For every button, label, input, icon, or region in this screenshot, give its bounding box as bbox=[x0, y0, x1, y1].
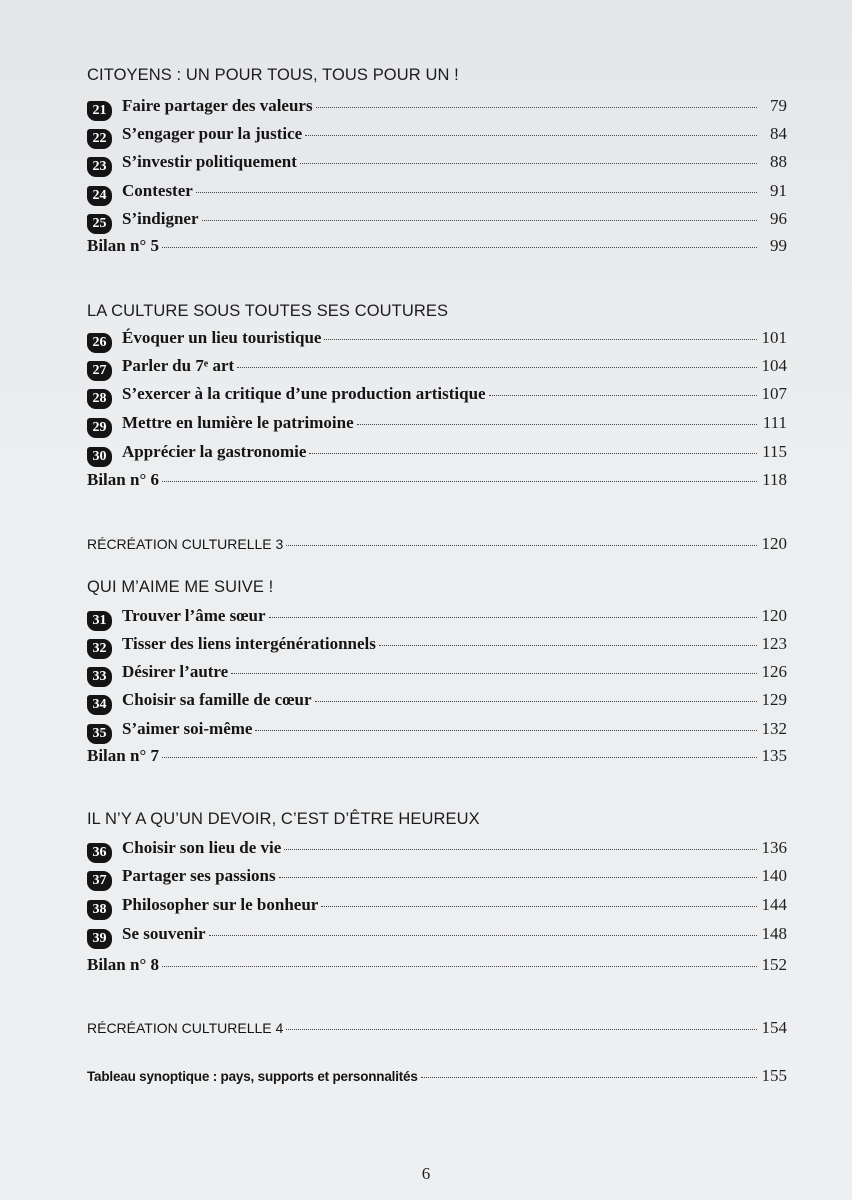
dot-leader bbox=[231, 673, 757, 674]
toc-entry[interactable] bbox=[87, 838, 787, 860]
page-ref: 115 bbox=[762, 442, 787, 461]
entry-label: Évoquer un lieu touristique bbox=[122, 328, 322, 347]
entry-label: Partager ses passions bbox=[122, 866, 276, 885]
entry-label: Apprécier la gastronomie bbox=[122, 442, 307, 461]
toc-bilan[interactable] bbox=[87, 236, 787, 256]
toc-synoptic[interactable] bbox=[87, 1066, 787, 1086]
toc-entry[interactable] bbox=[87, 181, 787, 203]
entry-label: S’exercer à la critique d’une production artistique bbox=[122, 384, 486, 403]
toc-entry[interactable] bbox=[87, 384, 787, 406]
dot-leader bbox=[321, 906, 757, 907]
unit-number-badge: 26 bbox=[87, 333, 112, 353]
dot-leader bbox=[162, 247, 757, 248]
unit-number-badge: 30 bbox=[87, 447, 112, 467]
recreation-label: RÉCRÉATION CULTURELLE 3 bbox=[87, 536, 284, 552]
page-ref: 144 bbox=[761, 895, 787, 914]
unit-number-badge: 21 bbox=[87, 101, 112, 121]
dot-leader bbox=[196, 192, 757, 193]
bilan-label: Bilan n° 7 bbox=[87, 746, 159, 765]
toc-entry[interactable] bbox=[87, 328, 787, 350]
dot-leader bbox=[162, 966, 757, 967]
page-ref: 107 bbox=[761, 384, 787, 403]
unit-number-badge: 38 bbox=[87, 900, 112, 920]
entry-label: S’indigner bbox=[122, 209, 199, 228]
toc-entry[interactable] bbox=[87, 413, 787, 435]
entry-label: S’engager pour la justice bbox=[122, 124, 303, 143]
unit-number-badge: 32 bbox=[87, 639, 112, 659]
page-ref: 120 bbox=[761, 606, 787, 625]
page-ref: 129 bbox=[761, 690, 787, 709]
page-ref: 126 bbox=[761, 662, 787, 681]
page-ref: 88 bbox=[770, 152, 787, 171]
toc-recreation[interactable] bbox=[87, 1018, 787, 1038]
bilan-label: Bilan n° 5 bbox=[87, 236, 159, 255]
page-ref: 140 bbox=[761, 866, 787, 885]
toc-entry[interactable] bbox=[87, 209, 787, 231]
entry-label: S’aimer soi-même bbox=[122, 719, 253, 738]
bilan-label: Bilan n° 8 bbox=[87, 955, 159, 974]
page-ref: 118 bbox=[762, 470, 787, 489]
entry-label: Désirer l’autre bbox=[122, 662, 229, 681]
entry-label: Choisir sa famille de cœur bbox=[122, 690, 312, 709]
unit-number-badge: 36 bbox=[87, 843, 112, 863]
toc-bilan[interactable] bbox=[87, 470, 787, 490]
page-ref: 132 bbox=[761, 719, 787, 738]
page-ref: 84 bbox=[770, 124, 787, 143]
dot-leader bbox=[316, 107, 757, 108]
page-ref: 155 bbox=[761, 1066, 787, 1085]
entry-label: Tisser des liens intergénérationnels bbox=[122, 634, 376, 653]
page-ref: 135 bbox=[761, 746, 787, 765]
unit-number-badge: 31 bbox=[87, 611, 112, 631]
entry-label: Philosopher sur le bonheur bbox=[122, 895, 319, 914]
entry-label: Mettre en lumière le patrimoine bbox=[122, 413, 354, 432]
page-ref: 101 bbox=[761, 328, 787, 347]
dot-leader bbox=[279, 877, 757, 878]
dot-leader bbox=[255, 730, 757, 731]
unit-number-badge: 29 bbox=[87, 418, 112, 438]
toc-entry[interactable] bbox=[87, 924, 787, 946]
dot-leader bbox=[315, 701, 757, 702]
entry-label: Contester bbox=[122, 181, 193, 200]
synoptic-label: Tableau synoptique : pays, supports et personnalités bbox=[87, 1069, 418, 1084]
toc-entry[interactable] bbox=[87, 152, 787, 174]
toc-entry[interactable] bbox=[87, 690, 787, 712]
dot-leader bbox=[162, 757, 757, 758]
unit-number-badge: 37 bbox=[87, 871, 112, 891]
page-ref: 123 bbox=[761, 634, 787, 653]
toc-recreation[interactable] bbox=[87, 534, 787, 554]
unit-number-badge: 28 bbox=[87, 389, 112, 409]
page-ref: 91 bbox=[770, 181, 787, 200]
section-title: LA CULTURE SOUS TOUTES SES COUTURES bbox=[87, 302, 449, 320]
entry-label: Choisir son lieu de vie bbox=[122, 838, 282, 857]
unit-number-badge: 24 bbox=[87, 186, 112, 206]
dot-leader bbox=[286, 545, 757, 546]
unit-number-badge: 25 bbox=[87, 214, 112, 234]
page-ref: 99 bbox=[770, 236, 787, 255]
page-number: 6 bbox=[421, 1164, 431, 1183]
page-ref: 136 bbox=[761, 838, 787, 857]
dot-leader bbox=[305, 135, 757, 136]
page-ref: 104 bbox=[761, 356, 787, 375]
unit-number-badge: 39 bbox=[87, 929, 112, 949]
dot-leader bbox=[202, 220, 757, 221]
toc-entry[interactable] bbox=[87, 356, 787, 378]
unit-number-badge: 33 bbox=[87, 667, 112, 687]
unit-number-badge: 35 bbox=[87, 724, 112, 744]
unit-number-badge: 23 bbox=[87, 157, 112, 177]
dot-leader bbox=[162, 481, 757, 482]
toc-bilan[interactable] bbox=[87, 955, 787, 975]
dot-leader bbox=[421, 1077, 757, 1078]
page-ref: 154 bbox=[761, 1018, 787, 1037]
bilan-label: Bilan n° 6 bbox=[87, 470, 159, 489]
toc-entry[interactable] bbox=[87, 866, 787, 888]
dot-leader bbox=[379, 645, 757, 646]
unit-number-badge: 27 bbox=[87, 361, 112, 381]
page-ref: 96 bbox=[770, 209, 787, 228]
toc-bilan[interactable] bbox=[87, 746, 787, 766]
dot-leader bbox=[237, 367, 757, 368]
section-title: CITOYENS : UN POUR TOUS, TOUS POUR UN ! bbox=[87, 66, 459, 84]
toc-entry[interactable] bbox=[87, 606, 787, 628]
toc-entry[interactable] bbox=[87, 662, 787, 684]
unit-number-badge: 22 bbox=[87, 129, 112, 149]
section-title: QUI M’AIME ME SUIVE ! bbox=[87, 578, 274, 596]
page-ref: 79 bbox=[770, 96, 787, 115]
toc-entry[interactable] bbox=[87, 719, 787, 741]
entry-label: Se souvenir bbox=[122, 924, 206, 943]
dot-leader bbox=[300, 163, 757, 164]
entry-label: Parler du 7ᵉ art bbox=[122, 356, 235, 375]
page-ref: 111 bbox=[762, 413, 787, 432]
dot-leader bbox=[357, 424, 757, 425]
dot-leader bbox=[309, 453, 757, 454]
recreation-label: RÉCRÉATION CULTURELLE 4 bbox=[87, 1020, 284, 1036]
section-title: IL N’Y A QU’UN DEVOIR, C’EST D’ÊTRE HEUREUX bbox=[87, 810, 480, 828]
dot-leader bbox=[489, 395, 757, 396]
dot-leader bbox=[284, 849, 757, 850]
toc-entry[interactable] bbox=[87, 124, 787, 146]
entry-label: S’investir politiquement bbox=[122, 152, 297, 171]
entry-label: Faire partager des valeurs bbox=[122, 96, 313, 115]
page-ref: 120 bbox=[761, 534, 787, 553]
dot-leader bbox=[209, 935, 757, 936]
entry-label: Trouver l’âme sœur bbox=[122, 606, 266, 625]
unit-number-badge: 34 bbox=[87, 695, 112, 715]
dot-leader bbox=[324, 339, 757, 340]
page-ref: 148 bbox=[761, 924, 787, 943]
toc-entry[interactable] bbox=[87, 442, 787, 464]
dot-leader bbox=[286, 1029, 757, 1030]
toc-entry[interactable] bbox=[87, 96, 787, 118]
page-ref: 152 bbox=[761, 955, 787, 974]
toc-entry[interactable] bbox=[87, 895, 787, 917]
dot-leader bbox=[269, 617, 757, 618]
toc-entry[interactable] bbox=[87, 634, 787, 656]
